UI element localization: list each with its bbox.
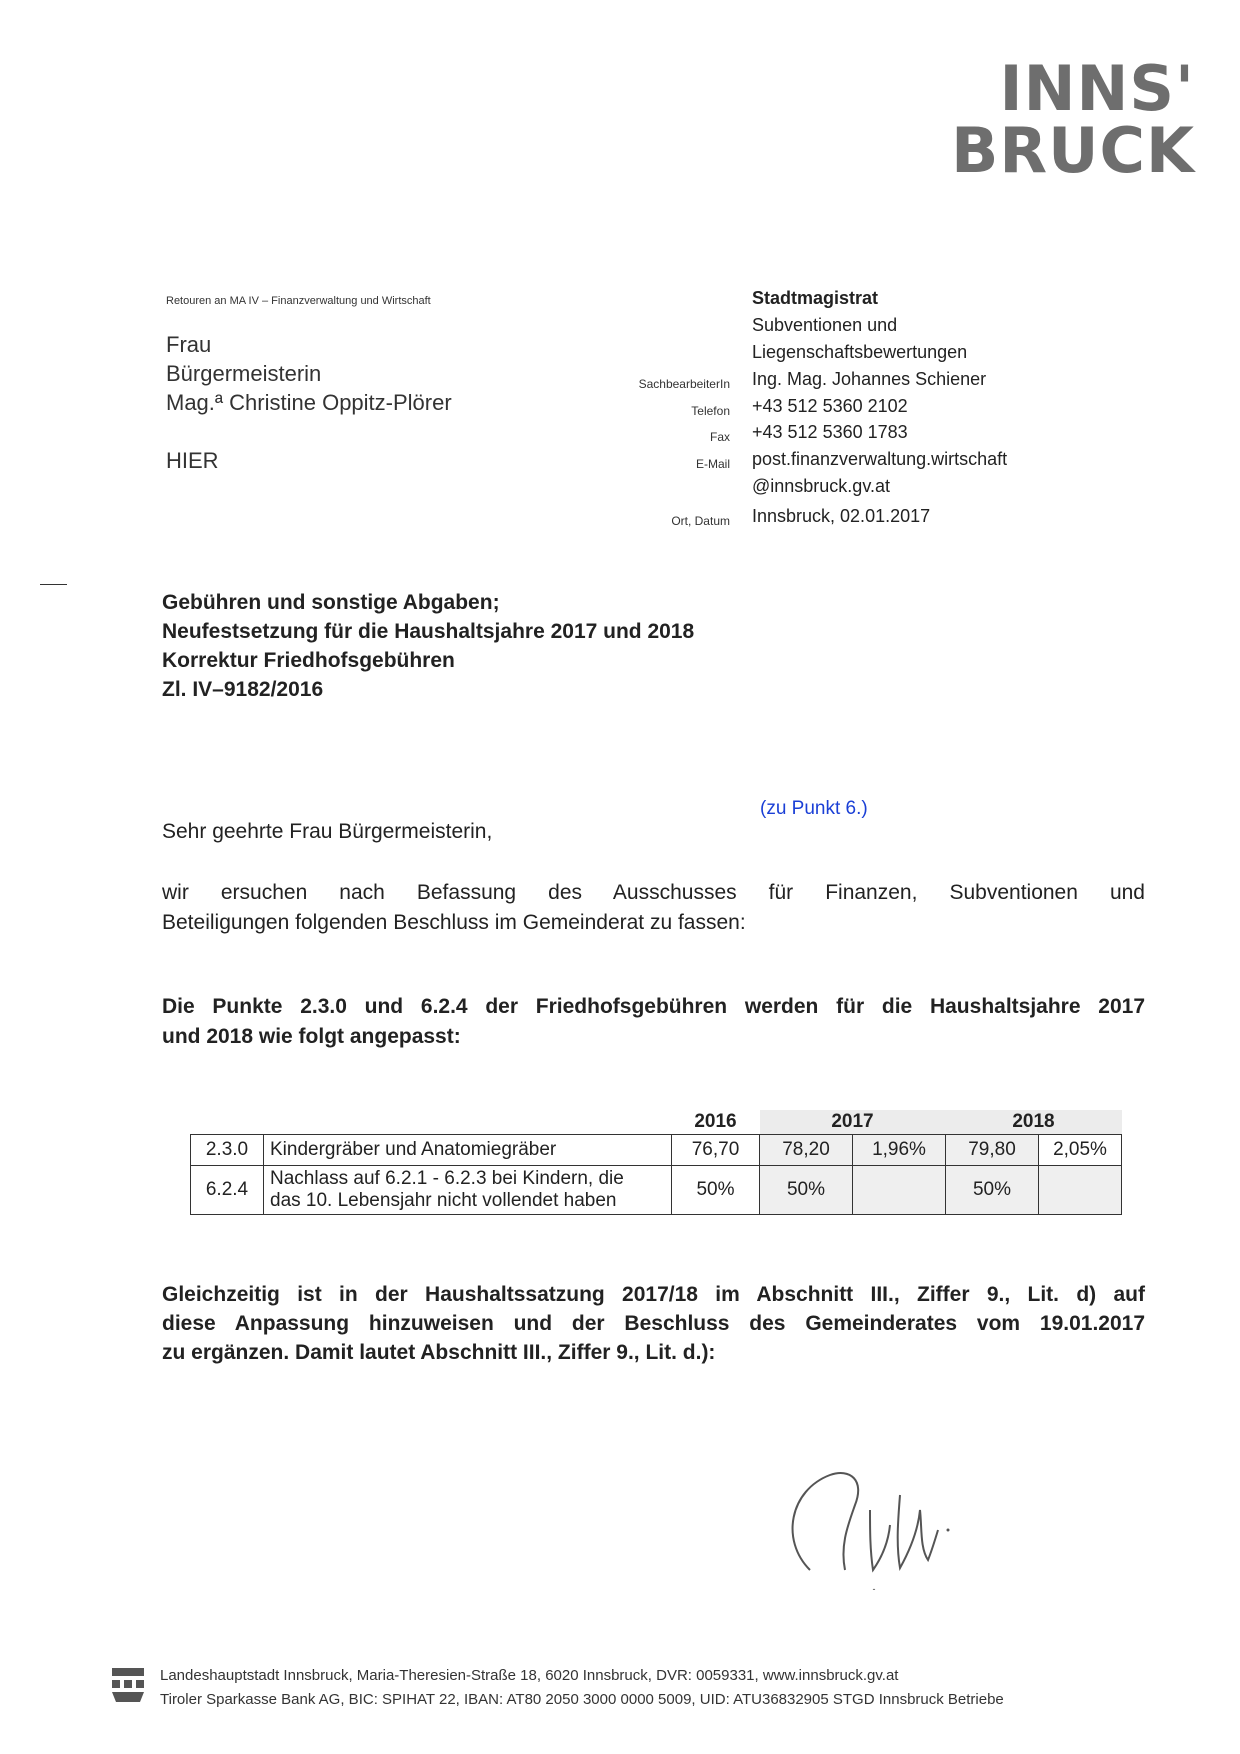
logo-line-1: INNS' xyxy=(999,52,1195,125)
table-row xyxy=(191,1166,1122,1215)
fold-mark xyxy=(40,584,67,585)
sender-phone: +43 512 5360 2102 xyxy=(752,396,908,416)
cell-2017-pct xyxy=(853,1166,946,1215)
header-2017: 2017 xyxy=(760,1110,946,1135)
recipient-line-4: HIER xyxy=(166,448,219,473)
date-label: Ort, Datum xyxy=(671,514,730,528)
recipient-line-3: Mag.ª Christine Oppitz-Plörer xyxy=(166,390,452,415)
recipient-spacer xyxy=(166,417,452,446)
city-logo xyxy=(945,52,1195,187)
header-empty-pos xyxy=(191,1110,264,1135)
simultaneous-line-1: Gleichzeitig ist in der Haushaltssatzung 2017/18 im Abschnitt III., Ziffer 9., Lit. d) auf xyxy=(162,1283,1145,1306)
subject-reference: Zl. IV–9182/2016 xyxy=(162,678,324,701)
footer-line-2: Tiroler Sparkasse Bank AG, BIC: SPIHAT 22, IBAN: AT80 2050 3000 0000 5009, UID: ATU36832905 STGD Innsbruck Betriebe xyxy=(160,1691,1004,1708)
email-label: E-Mail xyxy=(695,457,730,471)
cell-2018: 79,80 xyxy=(946,1135,1039,1166)
decision-paragraph xyxy=(162,992,1145,1052)
recipient-line-2: Bürgermeisterin xyxy=(166,361,322,386)
header-empty-desc xyxy=(264,1110,672,1135)
body-line-2: Beteiligungen folgenden Beschluss im Gemeinderat zu fassen: xyxy=(162,911,746,934)
subject-line-2: Neufestsetzung für die Haushaltsjahre 2017 und 2018 xyxy=(162,620,695,643)
simultaneous-line-3: zu ergänzen. Damit lautet Abschnitt III., Ziffer 9., Lit. d.): xyxy=(162,1341,716,1364)
cell-desc-line-1: Nachlass auf 6.2.1 - 6.2.3 bei Kindern, die xyxy=(270,1168,624,1189)
sender-dept-2: Liegenschaftsbewertungen xyxy=(752,342,968,362)
cell-2016: 76,70 xyxy=(672,1135,760,1166)
fee-table xyxy=(190,1110,1122,1215)
cell-desc-line-2: das 10. Lebensjahr nicht vollendet haben xyxy=(270,1190,617,1211)
subject-block xyxy=(162,588,694,704)
simultaneous-line-2: diese Anpassung hinzuweisen und der Beschluss des Gemeinderates vom 19.01.2017 xyxy=(162,1312,1145,1335)
header-2018: 2018 xyxy=(946,1110,1122,1135)
cell-2017: 78,20 xyxy=(760,1135,853,1166)
body-paragraph xyxy=(162,878,1145,938)
cell-pos: 2.3.0 xyxy=(191,1135,264,1166)
recipient-address xyxy=(166,330,452,475)
table-header-row xyxy=(191,1110,1122,1135)
cell-2018-pct: 2,05% xyxy=(1039,1135,1122,1166)
cell-2017-pct: 1,96% xyxy=(853,1135,946,1166)
sender-clerk: Ing. Mag. Johannes Schiener xyxy=(752,369,987,389)
footer-line-1: Landeshauptstadt Innsbruck, Maria-Theresien-Straße 18, 6020 Innsbruck, DVR: 0059331, www.innsbruck.gv.at xyxy=(160,1667,899,1684)
clerk-label: SachbearbeiterIn xyxy=(638,377,730,391)
body-line-1: wir ersuchen nach Befassung des Ausschusses für Finanzen, Subventionen und xyxy=(162,881,1145,904)
cell-2018: 50% xyxy=(946,1166,1039,1215)
subject-line-1: Gebühren und sonstige Abgaben; xyxy=(162,591,500,614)
cell-2017: 50% xyxy=(760,1166,853,1215)
sender-email-1: post.finanzverwaltung.wirtschaft xyxy=(752,449,1008,469)
header-2016: 2016 xyxy=(694,1111,737,1132)
cell-2016: 50% xyxy=(672,1166,760,1215)
sender-org: Stadtmagistrat xyxy=(752,288,879,308)
cell-desc: Kindergräber und Anatomiegräber xyxy=(264,1135,672,1166)
sender-email-2: @innsbruck.gv.at xyxy=(752,476,890,496)
logo-line-2: BRUCK xyxy=(951,114,1195,187)
recipient-line-1: Frau xyxy=(166,332,212,357)
simultaneous-paragraph xyxy=(162,1280,1145,1367)
sender-date: Innsbruck, 02.01.2017 xyxy=(752,506,931,526)
agenda-note: (zu Punkt 6.) xyxy=(760,798,868,819)
salutation: Sehr geehrte Frau Bürgermeisterin, xyxy=(162,820,493,843)
decision-line-2: und 2018 wie folgt angepasst: xyxy=(162,1025,461,1048)
decision-line-1: Die Punkte 2.3.0 und 6.2.4 der Friedhofsgebühren werden für die Haushaltsjahre 2017 xyxy=(162,995,1145,1018)
table-row xyxy=(191,1135,1122,1166)
return-address: Retouren an MA IV – Finanzverwaltung und Wirtschaft xyxy=(166,295,431,307)
cell-desc xyxy=(264,1166,672,1215)
city-emblem-icon xyxy=(110,1664,146,1704)
handwritten-signature xyxy=(770,1450,990,1590)
sender-fax: +43 512 5360 1783 xyxy=(752,422,908,442)
cell-2018-pct xyxy=(1039,1166,1122,1215)
sender-dept-1: Subventionen und xyxy=(752,315,898,335)
subject-line-3: Korrektur Friedhofsgebühren xyxy=(162,649,455,672)
fax-label: Fax xyxy=(709,430,730,444)
phone-label: Telefon xyxy=(691,404,730,418)
cell-pos: 6.2.4 xyxy=(191,1166,264,1215)
footer xyxy=(160,1664,1004,1712)
